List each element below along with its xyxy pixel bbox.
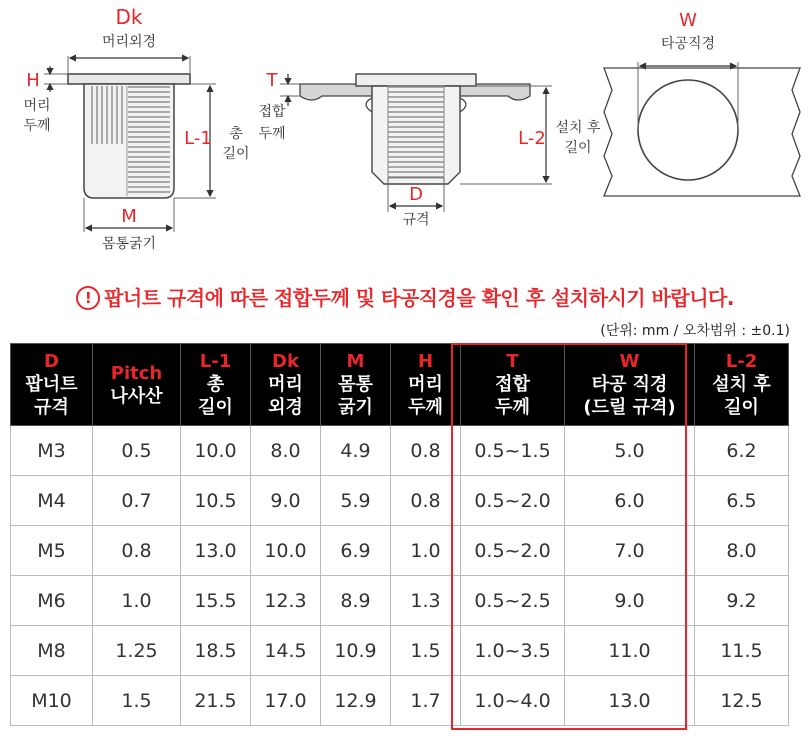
header-label: 길이 xyxy=(198,397,233,418)
header-cell xyxy=(461,344,565,426)
table-cell: 1.5 xyxy=(93,676,181,726)
table-cell: 10.5 xyxy=(181,476,251,526)
notice-text: 팝너트 규격에 따른 접합두께 및 타공직경을 확인 후 설치하시기 바랍니다. xyxy=(104,286,734,310)
header-label: 몸통 xyxy=(338,374,373,395)
header-key: Dk xyxy=(272,351,299,372)
l2-label-2: 길이 xyxy=(564,140,592,156)
table-cell: 0.5~1.5 xyxy=(461,426,565,476)
table-cell: 9.0 xyxy=(565,576,695,626)
l1-label-1: 총 xyxy=(229,126,243,142)
l2-symbol: L-2 xyxy=(518,128,546,149)
l2-label-1: 설치 후 xyxy=(555,120,601,136)
table-cell: M6 xyxy=(11,576,93,626)
w-symbol: W xyxy=(679,10,697,31)
header-key: H xyxy=(417,351,434,372)
table-cell: 14.5 xyxy=(251,626,321,676)
table-cell: M3 xyxy=(11,426,93,476)
header-label: 팝너트 xyxy=(25,374,78,395)
table-row xyxy=(11,626,789,676)
table-row xyxy=(11,576,789,626)
header-label: 두께 xyxy=(408,397,443,418)
header-key: T xyxy=(506,351,519,372)
d-symbol: D xyxy=(409,184,423,205)
header-cell xyxy=(321,344,391,426)
l1-label-2: 길이 xyxy=(222,146,250,162)
table-cell: 13.0 xyxy=(181,526,251,576)
header-cell xyxy=(565,344,695,426)
h-symbol: H xyxy=(26,70,40,91)
table-cell: 1.5 xyxy=(391,626,461,676)
table-cell: M10 xyxy=(11,676,93,726)
table-cell: 0.8 xyxy=(391,476,461,526)
header-key: D xyxy=(44,351,59,372)
table-cell: M5 xyxy=(11,526,93,576)
table-cell: 6.5 xyxy=(695,476,789,526)
table-cell: 1.3 xyxy=(391,576,461,626)
table-cell: 15.5 xyxy=(181,576,251,626)
table-cell: 5.0 xyxy=(565,426,695,476)
table-cell: 21.5 xyxy=(181,676,251,726)
table-cell: 6.9 xyxy=(321,526,391,576)
table-cell: 12.5 xyxy=(695,676,789,726)
table-cell: 12.9 xyxy=(321,676,391,726)
table-cell: 6.0 xyxy=(565,476,695,526)
table-cell: 13.0 xyxy=(565,676,695,726)
m-label: 몸통굵기 xyxy=(101,236,157,252)
table-cell: 0.5 xyxy=(93,426,181,476)
header-label: (드릴 규격) xyxy=(583,397,676,418)
h-label-1: 머리 xyxy=(23,98,51,114)
dk-label: 머리외경 xyxy=(101,34,157,50)
table-cell: 1.0~4.0 xyxy=(461,676,565,726)
table-cell: 0.5~2.0 xyxy=(461,526,565,576)
header-label: 설치 후 xyxy=(712,374,771,395)
table-cell: 8.0 xyxy=(251,426,321,476)
spec-table xyxy=(10,343,789,726)
header-cell xyxy=(695,344,789,426)
table-cell: 18.5 xyxy=(181,626,251,676)
header-cell xyxy=(251,344,321,426)
table-cell: 0.7 xyxy=(93,476,181,526)
table-cell: 4.9 xyxy=(321,426,391,476)
table-cell: 17.0 xyxy=(251,676,321,726)
header-cell xyxy=(11,344,93,426)
header-label: 굵기 xyxy=(338,397,373,418)
header-label: 머리 xyxy=(268,374,303,395)
header-label: 두께 xyxy=(495,397,530,418)
installed-section-view xyxy=(300,74,530,184)
header-label: 총 xyxy=(206,374,225,395)
header-key: M xyxy=(346,351,365,372)
notice xyxy=(0,282,810,311)
table-cell: 5.9 xyxy=(321,476,391,526)
table-cell: 0.8 xyxy=(93,526,181,576)
w-label: 타공직경 xyxy=(660,36,716,52)
t-label-2: 두께 xyxy=(258,126,286,142)
header-cell xyxy=(391,344,461,426)
header-key: W xyxy=(619,351,640,372)
h-label-2: 두께 xyxy=(23,118,51,134)
header-label: 나사산 xyxy=(110,385,163,407)
header-label: 규격 xyxy=(34,397,69,418)
table-row xyxy=(11,426,789,476)
table-cell: 12.3 xyxy=(251,576,321,626)
t-symbol: T xyxy=(266,70,278,91)
header-label: 타공 직경 xyxy=(591,374,668,395)
table-cell: 8.9 xyxy=(321,576,391,626)
table-row xyxy=(11,476,789,526)
table-cell: M4 xyxy=(11,476,93,526)
m-symbol: M xyxy=(121,206,137,227)
header-key: L-2 xyxy=(725,351,758,372)
table-cell: 10.9 xyxy=(321,626,391,676)
table-cell: 0.8 xyxy=(391,426,461,476)
header-label: 외경 xyxy=(268,397,303,418)
table-cell: 8.0 xyxy=(695,526,789,576)
header-cell xyxy=(181,344,251,426)
table-cell: 1.25 xyxy=(93,626,181,676)
table-cell: 11.0 xyxy=(565,626,695,676)
dk-symbol: Dk xyxy=(115,5,143,29)
table-header-row xyxy=(11,344,789,426)
d-label: 규격 xyxy=(402,212,430,228)
rivet-nut-diagram xyxy=(0,0,810,270)
table-cell: 0.5~2.0 xyxy=(461,476,565,526)
table-cell: 1.0 xyxy=(391,526,461,576)
hole-top-view xyxy=(604,68,800,196)
table-cell: 10.0 xyxy=(251,526,321,576)
table-cell: 11.5 xyxy=(695,626,789,676)
table-row xyxy=(11,526,789,576)
header-key: Pitch xyxy=(110,362,163,384)
table-cell: 1.7 xyxy=(391,676,461,726)
table-cell: 9.2 xyxy=(695,576,789,626)
table-cell: M8 xyxy=(11,626,93,676)
table-cell: 0.5~2.5 xyxy=(461,576,565,626)
header-cell xyxy=(93,344,181,426)
t-label-1: 접합 xyxy=(258,104,286,120)
table-row xyxy=(11,676,789,726)
unit-note: (단위: mm / 오차범위 : ±0.1) xyxy=(600,323,790,339)
header-label: 접합 xyxy=(495,374,530,395)
table-body xyxy=(11,426,789,726)
header-key: L-1 xyxy=(199,351,232,372)
table-cell: 6.2 xyxy=(695,426,789,476)
header-label: 길이 xyxy=(724,397,759,418)
exclamation-icon: ! xyxy=(76,286,100,310)
table-cell: 9.0 xyxy=(251,476,321,526)
rivet-nut-side-view xyxy=(68,74,190,198)
table-cell: 10.0 xyxy=(181,426,251,476)
table-cell: 1.0 xyxy=(93,576,181,626)
table-cell: 7.0 xyxy=(565,526,695,576)
table-cell: 1.0~3.5 xyxy=(461,626,565,676)
header-label: 머리 xyxy=(408,374,443,395)
l1-symbol: L-1 xyxy=(184,128,212,149)
